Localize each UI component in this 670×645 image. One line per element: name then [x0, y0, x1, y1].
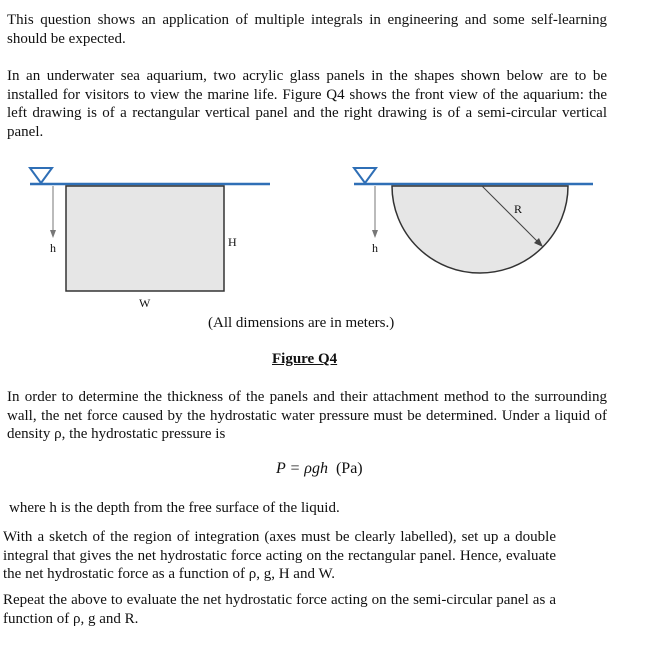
- left-depth-label: h: [50, 241, 56, 255]
- equation-lhs: P = ρgh: [276, 460, 328, 477]
- depth-definition: where h is the depth from the free surface of the liquid.: [9, 500, 340, 516]
- radius-label: R: [514, 202, 523, 216]
- equation-unit: (Pa): [335, 460, 363, 477]
- height-label: H: [228, 235, 237, 249]
- intro-paragraph: This question shows an application of multiple integrals in engineering and some self-learning should be expected.: [7, 12, 607, 47]
- semicircular-panel: [392, 186, 568, 273]
- task-rectangular: With a sketch of the region of integration (axes must be clearly labelled), set up a double integral that gives the net hydrostatic force acting on the rectangular panel. Hence, evaluate the net hydrostatic force as a function of ρ, g, H and W.: [3, 529, 556, 582]
- figure-caption: (All dimensions are in meters.): [208, 315, 395, 331]
- rectangular-panel-drawing: [30, 168, 270, 291]
- right-depth-arrow-head: [372, 230, 378, 238]
- task-semicircular: Repeat the above to evaluate the net hydrostatic force acting on the semi-circular panel as a function of ρ, g and R.: [3, 592, 556, 627]
- right-depth-label: h: [372, 241, 378, 255]
- left-depth-arrow-head: [50, 230, 56, 238]
- figure-title: Figure Q4: [272, 351, 338, 367]
- right-free-surface-triangle: [354, 168, 376, 183]
- force-intro-paragraph: In order to determine the thickness of the panels and their attachment method to the surrounding wall, the net force caused by the hydrostatic water pressure must be determined. Under a liquid of density ρ, the hydrostatic pressure is: [7, 389, 607, 442]
- width-label: W: [139, 296, 151, 310]
- scenario-paragraph: In an underwater sea aquarium, two acrylic glass panels in the shapes shown below are to be installed for visitors to view the marine life. Figure Q4 shows the front view of the aquarium: the left drawing is of a rectangular vertical panel and the right drawing is of a semi-circular vertical panel.: [7, 68, 607, 140]
- rectangular-panel: [66, 186, 224, 291]
- left-free-surface-triangle: [30, 168, 52, 183]
- pressure-equation: [276, 460, 363, 478]
- semicircular-panel-drawing: [354, 168, 593, 273]
